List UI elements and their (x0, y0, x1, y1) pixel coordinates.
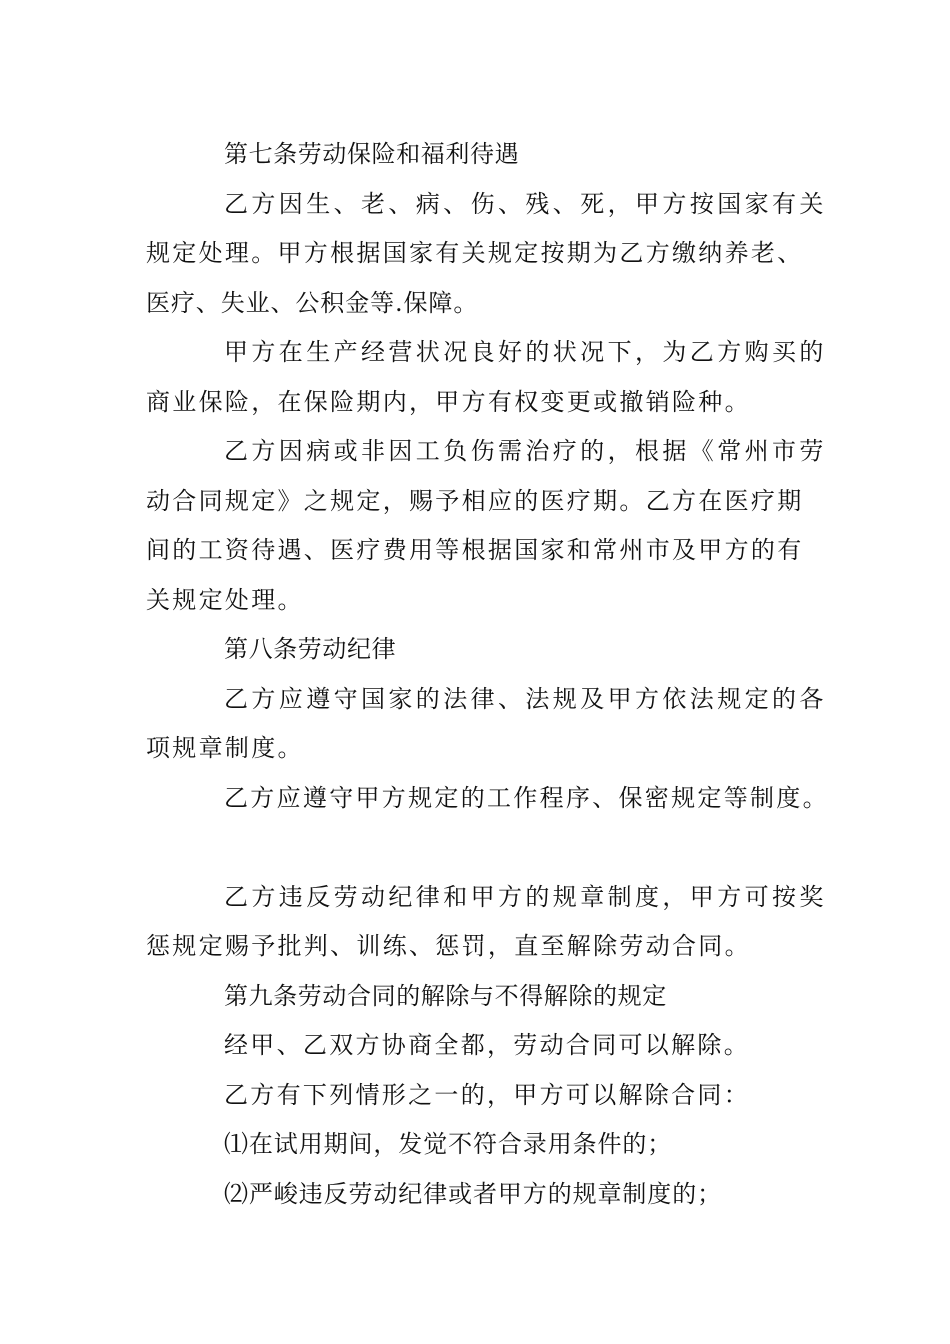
article-9-heading: 第九条劳动合同的解除与不得解除的规定 (224, 981, 667, 1010)
paragraph-line: 惩规定赐予批判、训练、惩罚，直至解除劳动合同。 (146, 932, 751, 960)
paragraph-line: 规定处理。甲方根据国家有关规定按期为乙方缴纳养老、 (146, 239, 804, 267)
paragraph-line: 乙方因生、老、病、伤、残、死，甲方按国家有关 (224, 189, 827, 218)
paragraph-line: 项规章制度。 (146, 734, 304, 762)
list-item-2: ⑵严峻违反劳动纪律或者甲方的规章制度的； (224, 1179, 722, 1208)
paragraph-line: 经甲、乙双方协商全都，劳动合同可以解除。 (224, 1031, 750, 1059)
paragraph-line: 商业保险，在保险期内，甲方有权变更或撤销险种。 (146, 387, 751, 416)
paragraph-line: 乙方应遵守国家的法律、法规及甲方依法规定的各 (224, 684, 827, 713)
list-item-1: ⑴在试用期间，发觉不符合录用条件的； (224, 1130, 673, 1158)
document-body (146, 130, 829, 1219)
article-7-heading: 第七条劳动保险和福利待遇 (224, 140, 520, 168)
blank-line (146, 823, 826, 873)
paragraph-line: 甲方在生产经营状况良好的状况下，为乙方购买的 (224, 338, 827, 366)
article-8-heading: 第八条劳动纪律 (224, 635, 397, 663)
paragraph-line: 间的工资待遇、医疗费用等根据国家和常州市及甲方的有 (146, 536, 804, 564)
paragraph-line: 乙方因病或非因工负伤需治疗的，根据《常州市劳 (224, 437, 827, 465)
paragraph-line: 医疗、失业、公积金等.保障。 (146, 288, 479, 317)
paragraph-line: 乙方应遵守甲方规定的工作程序、保密规定等制度。 (224, 783, 829, 812)
paragraph-line: 关规定处理。 (146, 585, 304, 614)
paragraph-line: 乙方有下列情形之一的，甲方可以解除合同： (224, 1080, 750, 1109)
paragraph-line: 乙方违反劳动纪律和甲方的规章制度，甲方可按奖 (224, 882, 827, 911)
paragraph-line: 动合同规定》之规定，赐予相应的医疗期。乙方在医疗期 (146, 486, 804, 515)
